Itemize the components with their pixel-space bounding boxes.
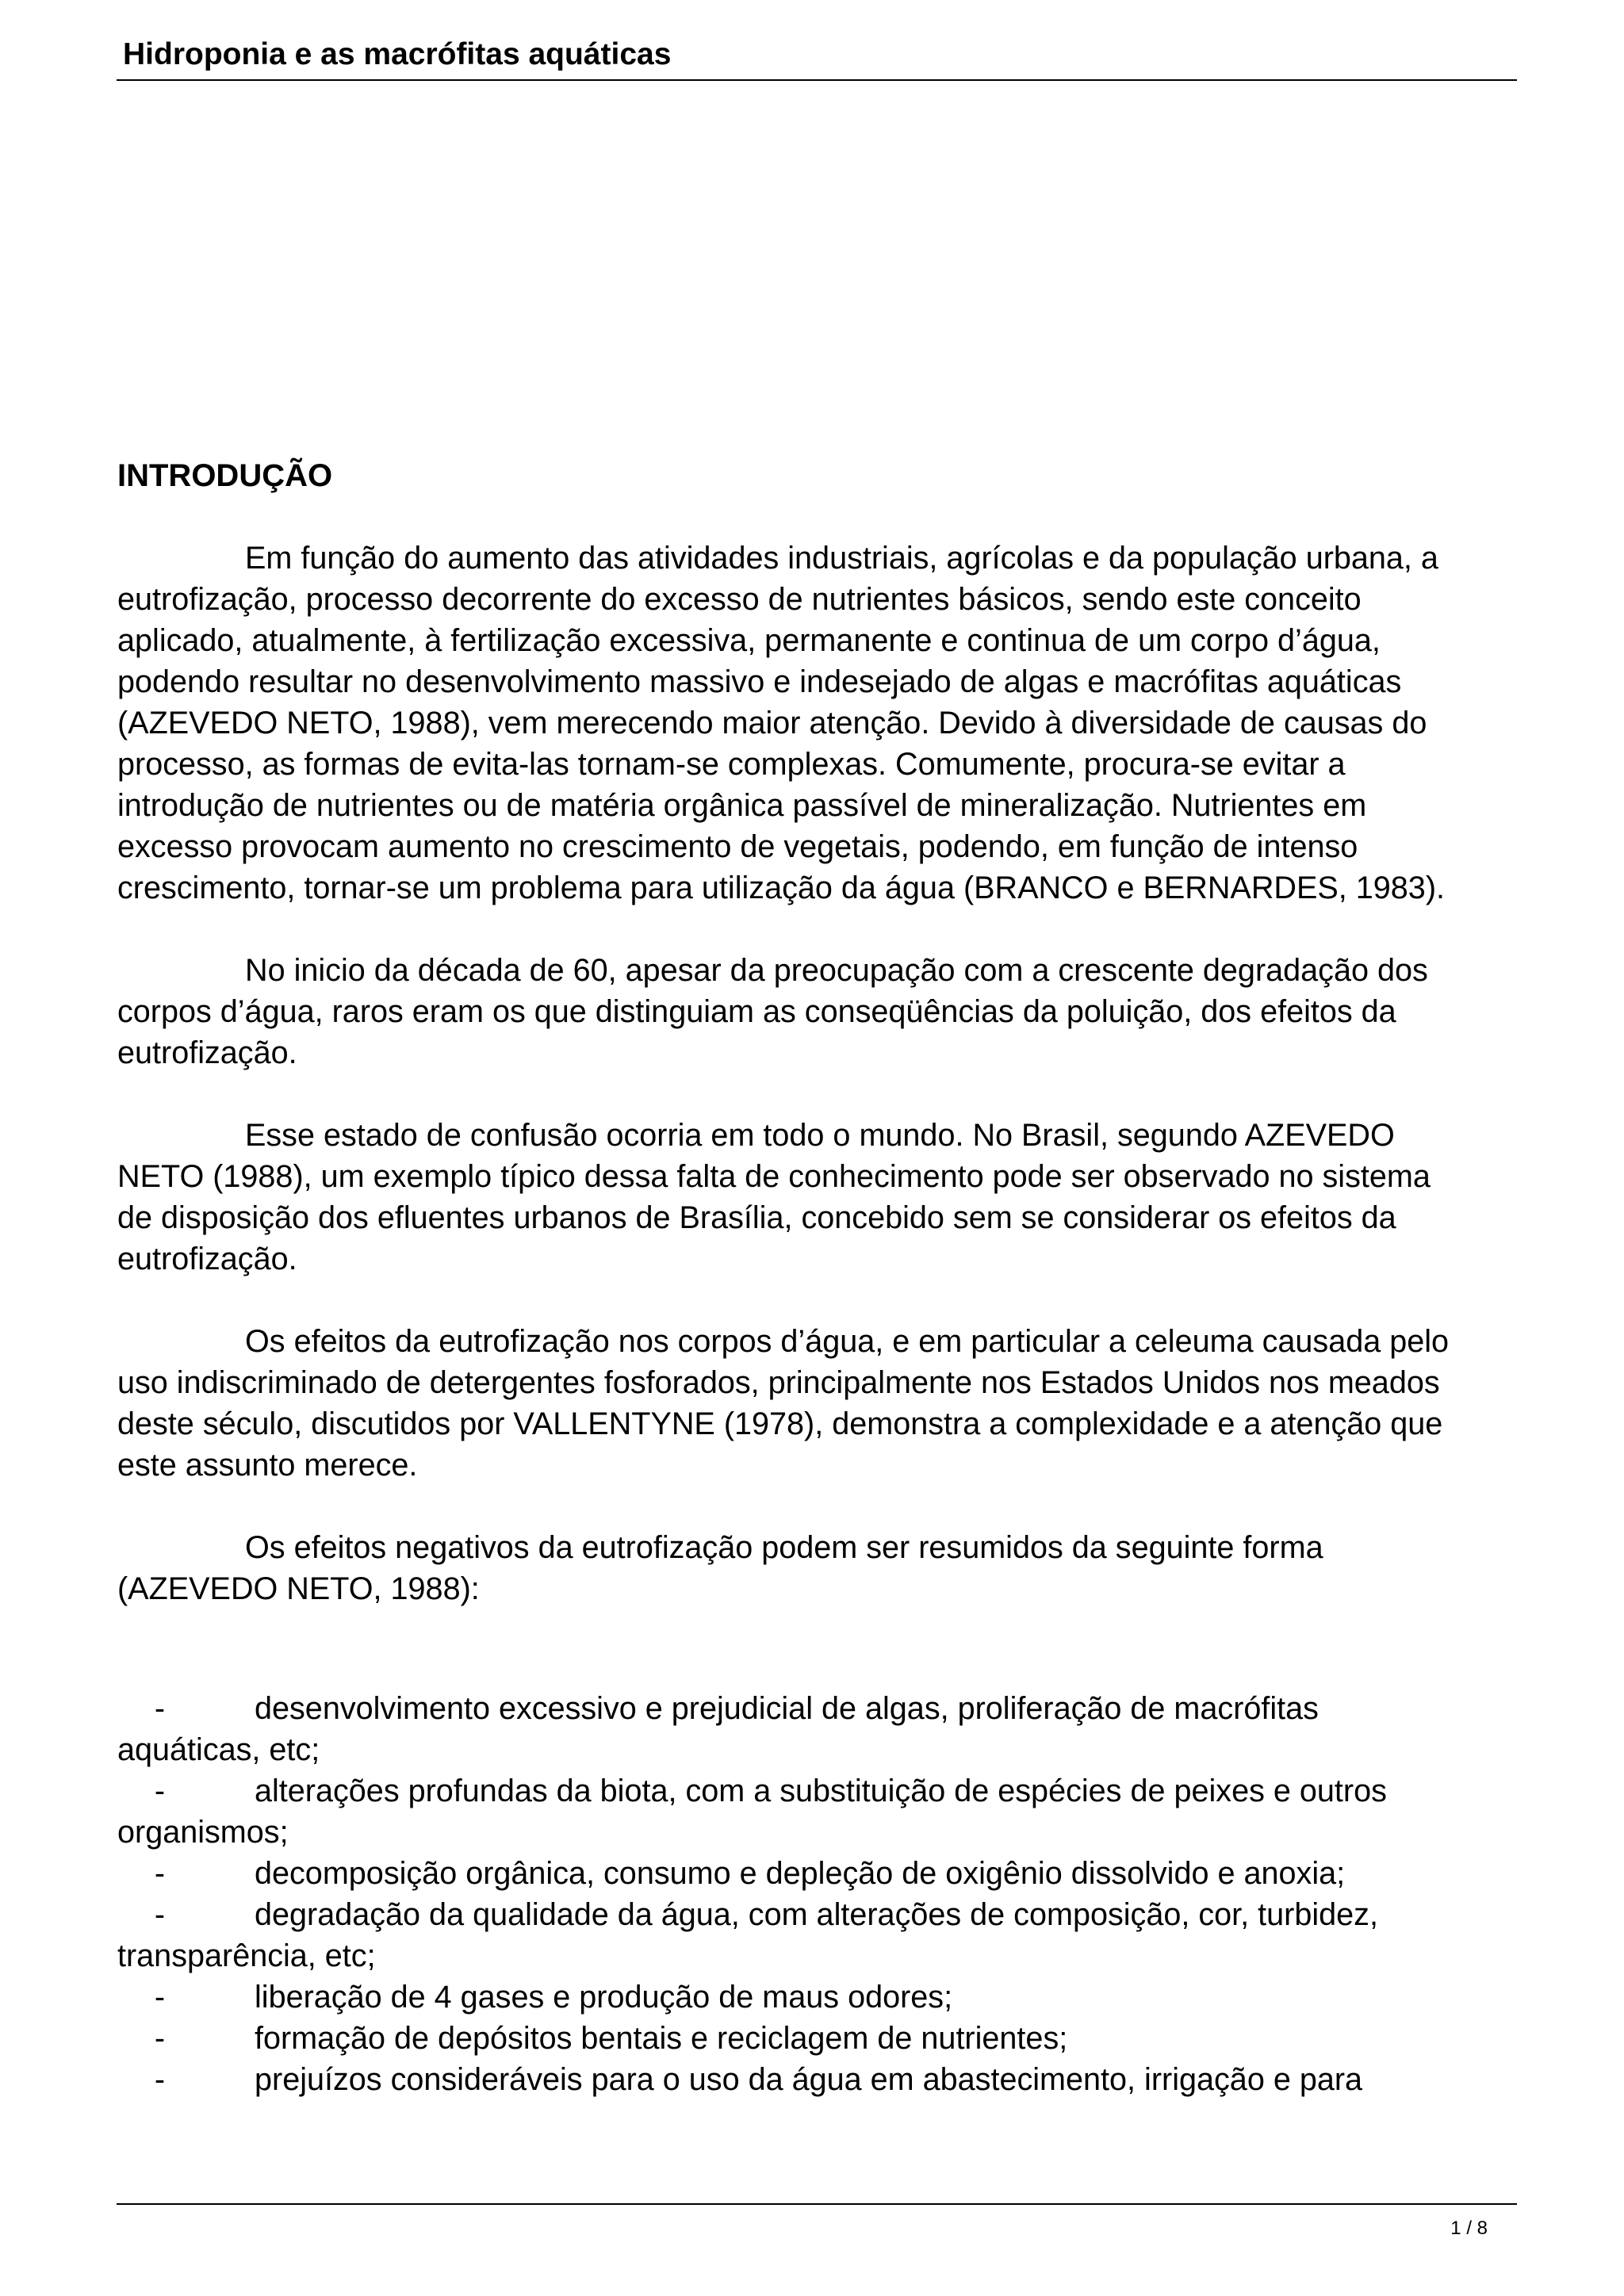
list-item-line: aquáticas, etc; xyxy=(117,1732,320,1767)
paragraph-line: Em função do aumento das atividades industriais, agrícolas e da população urbana, a xyxy=(245,541,1438,576)
paragraph-line: introdução de nutrientes ou de matéria orgânica passível de mineralização. Nutrientes em xyxy=(117,788,1367,823)
list-item-text: decomposição orgânica, consumo e depleção de oxigênio dissolvido e anoxia; xyxy=(255,1856,1346,1891)
section-heading: INTRODUÇÃO xyxy=(117,458,333,493)
list-item-text: degradação da qualidade da água, com alterações de composição, cor, turbidez, xyxy=(255,1897,1378,1932)
paragraph-line: processo, as formas de evita-las tornam-se complexas. Comumente, procura-se evitar a xyxy=(117,747,1346,782)
paragraph-line: eutrofização, processo decorrente do excesso de nutrientes básicos, sendo este conceito xyxy=(117,582,1362,617)
list-item-line: organismos; xyxy=(117,1815,289,1850)
list-item xyxy=(117,1853,1521,1894)
list-item-line: transparência, etc; xyxy=(117,1938,376,1973)
paragraph-line: eutrofização. xyxy=(117,1242,297,1276)
paragraph-line: Os efeitos negativos da eutrofização podem ser resumidos da seguinte forma xyxy=(245,1530,1323,1565)
list-item-text: liberação de 4 gases e produção de maus odores; xyxy=(255,1980,953,2015)
list-item-line xyxy=(117,2059,1521,2100)
paragraph-line: de disposição dos efluentes urbanos de Brasília, concebido sem se considerar os efeitos da xyxy=(117,1200,1396,1235)
list-marker: - xyxy=(154,2021,165,2056)
paragraph-line: corpos d’água, raros eram os que distinguiam as conseqüências da poluição, dos efeitos da xyxy=(117,994,1396,1029)
list-marker: - xyxy=(154,1856,165,1891)
paragraph-line: crescimento, tornar-se um problema para utilização da água (BRANCO e BERNARDES, 1983). xyxy=(117,871,1445,905)
paragraph-line: uso indiscriminado de detergentes fosforados, principalmente nos Estados Unidos nos meados xyxy=(117,1365,1440,1400)
paragraph-line: Esse estado de confusão ocorria em todo o mundo. No Brasil, segundo AZEVEDO xyxy=(245,1118,1395,1153)
list-marker: - xyxy=(154,1980,165,2015)
header-divider xyxy=(117,79,1517,81)
page-number: 1 / 8 xyxy=(1450,2218,1488,2239)
paragraph-line: deste século, discutidos por VALLENTYNE (1978), demonstra a complexidade e a atenção que xyxy=(117,1406,1443,1441)
list-marker: - xyxy=(154,2062,165,2097)
list-item xyxy=(117,1688,1521,1770)
list-item-line xyxy=(117,1894,1521,1935)
list-item-line xyxy=(117,1853,1521,1894)
paragraph-line: No inicio da década de 60, apesar da preocupação com a crescente degradação dos xyxy=(245,953,1428,988)
list-marker: - xyxy=(154,1691,165,1726)
list-item-text: formação de depósitos bentais e reciclagem de nutrientes; xyxy=(255,2021,1068,2056)
paragraph-4 xyxy=(117,1321,1521,1486)
list-item-line xyxy=(117,2018,1521,2059)
paragraph-line: (AZEVEDO NETO, 1988): xyxy=(117,1571,480,1606)
paragraph-1 xyxy=(117,538,1521,909)
paragraph-line: este assunto merece. xyxy=(117,1448,418,1483)
paragraph-line: Os efeitos da eutrofização nos corpos d’água, e em particular a celeuma causada pelo xyxy=(245,1324,1450,1359)
list-item-line xyxy=(117,1688,1521,1729)
list-item-text: prejuízos consideráveis para o uso da água em abastecimento, irrigação e para xyxy=(255,2062,1363,2097)
list-item-line xyxy=(117,1976,1521,2018)
paragraph-3 xyxy=(117,1115,1521,1280)
paragraph-line: aplicado, atualmente, à fertilização excessiva, permanente e continua de um corpo d’água, xyxy=(117,623,1381,658)
paragraph-line: eutrofização. xyxy=(117,1035,297,1070)
list-item xyxy=(117,1976,1521,2018)
list-item-text: alterações profundas da biota, com a substituição de espécies de peixes e outros xyxy=(255,1774,1387,1808)
paragraph-2 xyxy=(117,950,1521,1073)
list-item xyxy=(117,2018,1521,2059)
list-item-text: desenvolvimento excessivo e prejudicial de algas, proliferação de macrófitas xyxy=(255,1691,1319,1726)
paragraph-line: NETO (1988), um exemplo típico dessa falta de conhecimento pode ser observado no sistema xyxy=(117,1159,1431,1194)
list-marker: - xyxy=(154,1897,165,1932)
list-item xyxy=(117,1894,1521,1976)
paragraph-line: podendo resultar no desenvolvimento massivo e indesejado de algas e macrófitas aquáticas xyxy=(117,664,1402,699)
paragraph-line: excesso provocam aumento no crescimento de vegetais, podendo, em função de intenso xyxy=(117,829,1358,864)
paragraph-5 xyxy=(117,1527,1521,1609)
list-marker: - xyxy=(154,1774,165,1808)
list-item-line xyxy=(117,1770,1521,1812)
document-header-title: Hidroponia e as macrófitas aquáticas xyxy=(123,37,672,71)
paragraph-line: (AZEVEDO NETO, 1988), vem merecendo maior atenção. Devido à diversidade de causas do xyxy=(117,706,1427,740)
list-item xyxy=(117,1770,1521,1853)
effects-list xyxy=(117,1688,1521,2100)
footer-divider xyxy=(117,2203,1517,2205)
list-item xyxy=(117,2059,1521,2100)
